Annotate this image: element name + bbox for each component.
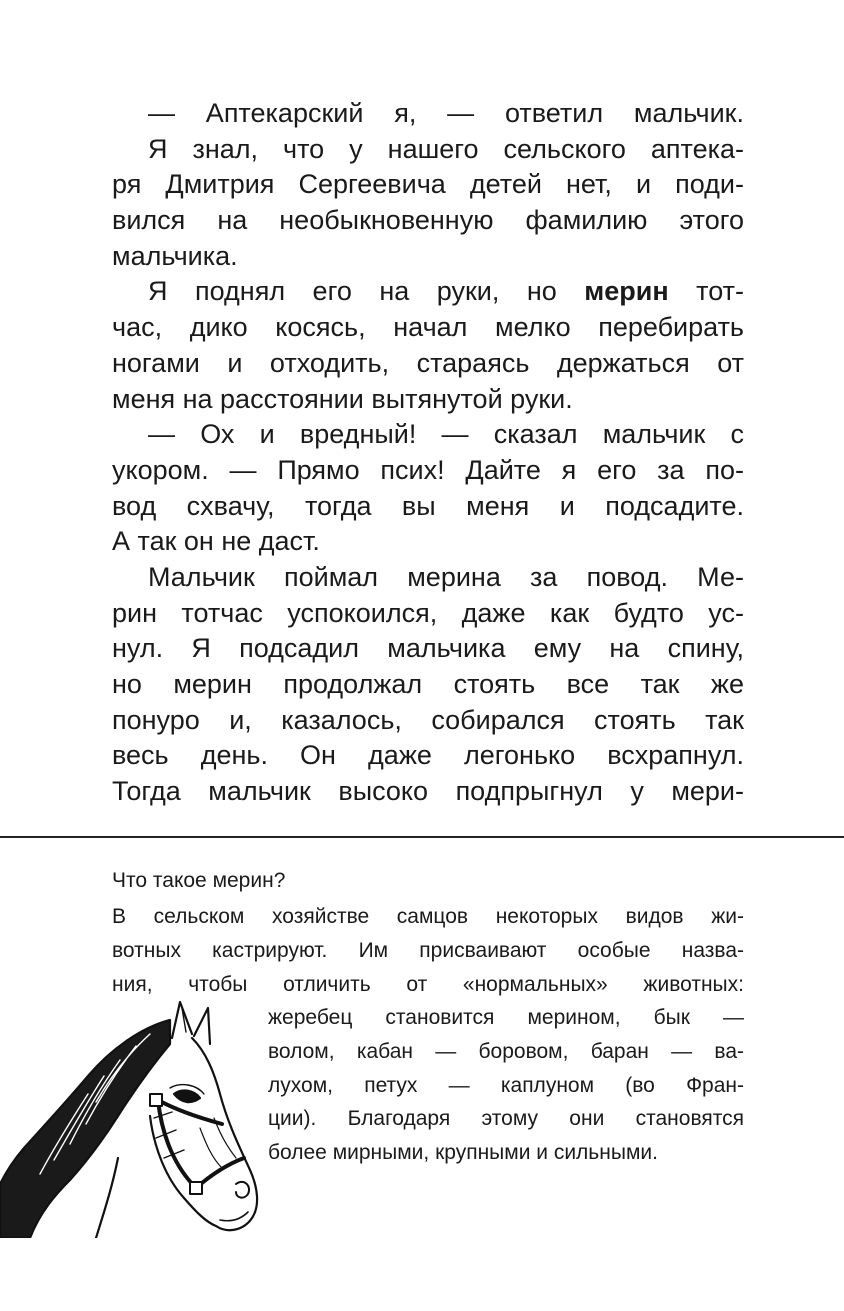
text-line — [112, 274, 744, 310]
section-divider — [0, 836, 844, 838]
text-line: рин тотчас успокоился, даже как будто ус- — [112, 597, 744, 628]
sidebar-line: ния, чтобы отличить от «нормальных» животных: — [112, 972, 744, 996]
story-text — [112, 96, 744, 810]
text-line: час, дико косясь, начал мелко перебирать — [112, 312, 744, 343]
text-line: А так он не даст. — [112, 526, 320, 557]
sidebar-text-full — [112, 900, 744, 1001]
text-line: вод схвачу, тогда вы меня и подсадите. — [112, 490, 744, 521]
text-line: ря Дмитрия Сергеевича детей нет, и поди- — [112, 169, 744, 200]
text-segment: тот- — [696, 276, 744, 307]
text-line: вился на необыкновенную фамилию этого — [112, 205, 744, 236]
horse-head-icon — [0, 998, 262, 1238]
text-line: меня на расстоянии вытянутой руки. — [112, 383, 573, 414]
text-line: — Аптекарский я, — ответил мальчик. — [148, 98, 744, 128]
sidebar-line: ции). Благодаря этому они становятся — [268, 1107, 744, 1131]
text-line: весь день. Он даже легонько всхрапнул. — [112, 740, 744, 771]
text-segment: Я поднял его на руки, но — [148, 276, 557, 307]
bold-term: мерин — [584, 276, 669, 307]
sidebar-line: В сельском хозяйстве самцов некоторых видов жи- — [112, 905, 744, 928]
sidebar-line: жеребец становится мерином, бык — — [268, 1006, 744, 1029]
text-line: понуро и, казалось, собирался стоять так — [112, 704, 744, 735]
sidebar-title: Что такое мерин? — [112, 869, 286, 892]
sidebar-text-wrapped — [268, 1001, 744, 1170]
text-line: нул. Я подсадил мальчика ему на спину, — [112, 633, 744, 664]
sidebar-line: лухом, петух — каплуном (во Фран- — [268, 1073, 744, 1097]
text-line: но мерин продолжал стоять все так же — [112, 669, 744, 699]
text-line: мальчика. — [112, 240, 238, 271]
text-line: ногами и отходить, стараясь держаться от — [112, 347, 744, 378]
text-line: Тогда мальчик высоко подпрыгнул у мери- — [112, 776, 744, 807]
text-line: укором. — Прямо псих! Дайте я его за по- — [112, 454, 744, 485]
sidebar-line: волом, кабан — боровом, баран — ва- — [268, 1039, 744, 1063]
text-line: — Ох и вредный! — сказал мальчик с — [148, 419, 744, 450]
sidebar-line: более мирными, крупными и сильными. — [268, 1141, 658, 1165]
text-line: Мальчик поймал мерина за повод. Ме- — [148, 561, 744, 592]
sidebar-line: вотных кастрируют. Им присваивают особые назва- — [112, 938, 744, 962]
text-line: Я знал, что у нашего сельского аптека- — [148, 133, 744, 164]
